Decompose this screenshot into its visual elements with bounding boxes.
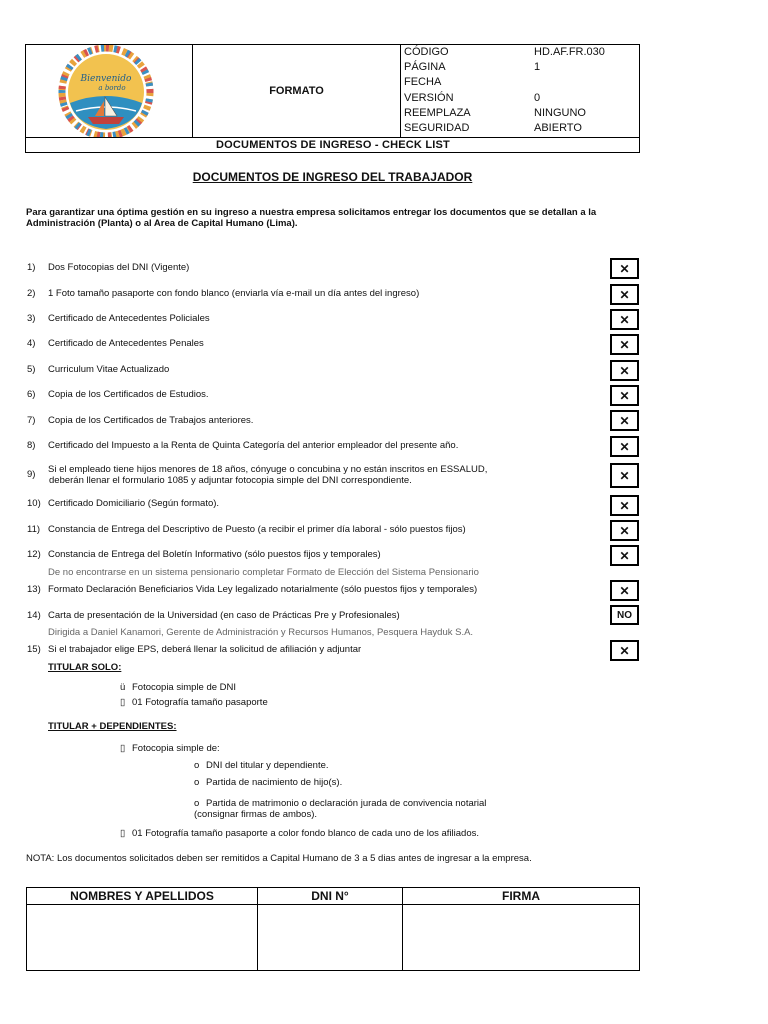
list-item: ▯ Fotocopia simple de: xyxy=(120,743,220,754)
list-item-continuation: (consignar firmas de ambos). xyxy=(194,809,318,820)
check-mark: ✕ xyxy=(610,334,639,355)
format-label: FORMATO xyxy=(193,45,401,137)
list-item: ▯ 01 Fotografía tamaño pasaporte a color fondo blanco de cada uno de los afiliados. xyxy=(120,828,479,839)
document-metadata xyxy=(402,45,640,137)
page-title: DOCUMENTOS DE INGRESO DEL TRABAJADOR xyxy=(192,170,473,184)
check-mark: ✕ xyxy=(610,520,639,541)
list-item: ▯ 01 Fotografía tamaño pasaporte xyxy=(120,697,268,708)
check-mark: ✕ xyxy=(610,309,639,330)
svg-text:a bordo: a bordo xyxy=(98,84,126,92)
header-subtitle: DOCUMENTOS DE INGRESO - CHECK LIST xyxy=(26,137,640,153)
signature-column xyxy=(403,888,639,970)
check-mark: NO xyxy=(610,605,639,625)
check-mark: ✕ xyxy=(610,640,639,661)
dni-column xyxy=(258,888,403,970)
check-mark: ✕ xyxy=(610,463,639,488)
check-mark: ✕ xyxy=(610,410,639,431)
svg-text:Bienvenido: Bienvenido xyxy=(80,74,132,84)
check-mark: ✕ xyxy=(610,360,639,381)
list-item: o DNI del titular y dependiente. xyxy=(194,760,329,771)
names-column-header: NOMBRES Y APELLIDOS xyxy=(27,888,257,905)
check-mark: ✕ xyxy=(610,258,639,279)
intro-paragraph: Para garantizar una óptima gestión en su ingreso a nuestra empresa solicitamos entregar los documentos que se detallan a la Administración (Planta) o al Area de Capital Humano (Lima). xyxy=(26,207,597,229)
meta-row-version: VERSIÓN 0 xyxy=(404,91,541,104)
check-mark: ✕ xyxy=(610,385,639,406)
logo-cell xyxy=(26,45,193,137)
check-mark: ✕ xyxy=(610,545,639,566)
names-column xyxy=(27,888,258,970)
item-note: De no encontrarse en un sistema pensionario completar Formato de Elección del Sistema Pensionario xyxy=(48,567,479,578)
signature-column-header: FIRMA xyxy=(403,888,639,905)
list-item: o Partida de matrimonio o declaración jurada de convivencia notarial xyxy=(194,798,487,809)
meta-row-reemplaza: REEMPLAZA NINGUNO xyxy=(404,106,586,119)
section-heading: TITULAR + DEPENDIENTES: xyxy=(48,721,177,732)
dni-column-header: DNI N° xyxy=(258,888,402,905)
meta-row-seguridad: SEGURIDAD ABIERTO xyxy=(404,121,582,134)
check-mark: ✕ xyxy=(610,580,639,601)
item-note: Dirigida a Daniel Kanamori, Gerente de Administración y Recursos Humanos, Pesquera Hayduk S.A. xyxy=(48,627,474,638)
check-mark: ✕ xyxy=(610,436,639,457)
meta-row-fecha: FECHA xyxy=(404,76,442,89)
footer-note: NOTA: Los documentos solicitados deben ser remitidos a Capital Humano de 3 a 5 dias antes de ingresar a la empresa. xyxy=(26,853,532,864)
meta-row-pagina: PÁGINA 1 xyxy=(404,61,541,74)
meta-row-codigo: CÓDIGO HD.AF.FR.030 xyxy=(404,46,605,58)
check-mark: ✕ xyxy=(610,284,639,305)
list-item: o Partida de nacimiento de hijo(s). xyxy=(194,777,343,788)
company-logo xyxy=(26,45,193,137)
check-mark: ✕ xyxy=(610,495,639,516)
document-header xyxy=(25,44,640,153)
list-item: ü Fotocopia simple de DNI xyxy=(120,682,237,693)
signature-table xyxy=(26,887,640,971)
section-heading: TITULAR SOLO: xyxy=(48,662,122,673)
